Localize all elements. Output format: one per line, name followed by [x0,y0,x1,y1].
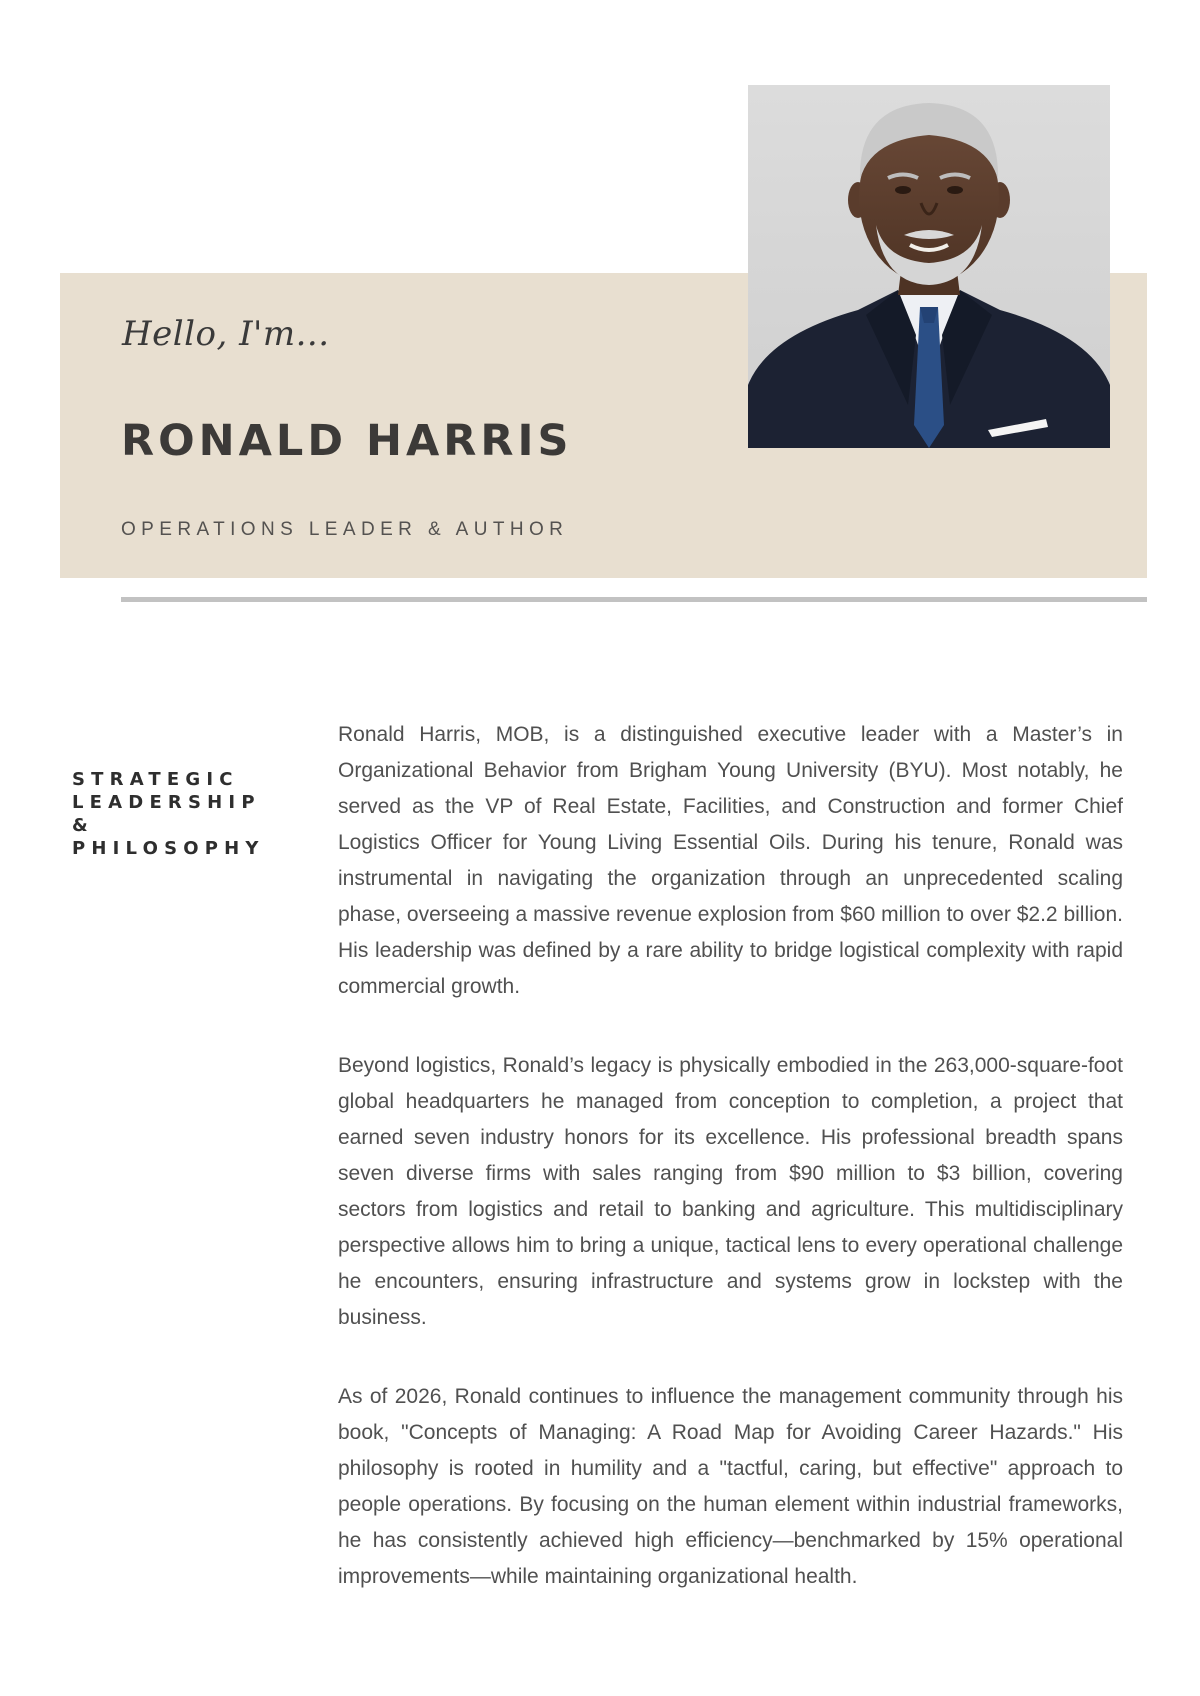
section-heading-line: & [72,815,94,836]
bio-body [338,717,1123,1638]
portrait-illustration [748,85,1110,448]
person-role: OPERATIONS LEADER & AUTHOR [121,519,569,540]
section-heading [72,768,292,860]
bio-paragraph: As of 2026, Ronald continues to influence the management community through his book, "Concepts of Managing: A Road Map for Avoiding Career Hazards." His philosophy is rooted in humility and a "tactful, caring, but effective" approach to people operations. By focusing on the human element within industrial frameworks, he has consistently achieved high efficiency—benchmarked by 15% operational improvements—while maintaining organizational health. [338,1385,1123,1588]
section-heading-line: PHILOSOPHY [72,838,265,859]
header-divider [121,597,1147,602]
portrait-photo [748,85,1110,448]
bio-paragraph: Ronald Harris, MOB, is a distinguished executive leader with a Master’s in Organizational Behavior from Brigham Young University (BYU). Most notably, he served as the VP of Real Estate, Facilities, and Construction and former Chief Logistics Officer for Young Living Essential Oils. During his tenure, Ronald was instrumental in navigating the organization through an unprecedented scaling phase, overseeing a massive revenue explosion from $60 million to over $2.2 billion. His leadership was defined by a rare ability to bridge logistical complexity with rapid commercial growth. [338,723,1123,998]
bio-paragraph: Beyond logistics, Ronald’s legacy is physically embodied in the 263,000-square-foot global headquarters he managed from conception to completion, a project that earned seven industry honors for its excellence. His professional breadth spans seven diverse firms with sales ranging from $90 million to $3 billion, covering sectors from logistics and retail to banking and agriculture. This multidisciplinary perspective allows him to bring a unique, tactical lens to every operational challenge he encounters, ensuring infrastructure and systems grow in lockstep with the business. [338,1054,1123,1329]
section-heading-line: LEADERSHIP [72,792,261,813]
greeting: Hello, I'm... [122,314,330,354]
section-heading-line: STRATEGIC [72,769,239,790]
person-name: RONALD HARRIS [121,416,573,466]
